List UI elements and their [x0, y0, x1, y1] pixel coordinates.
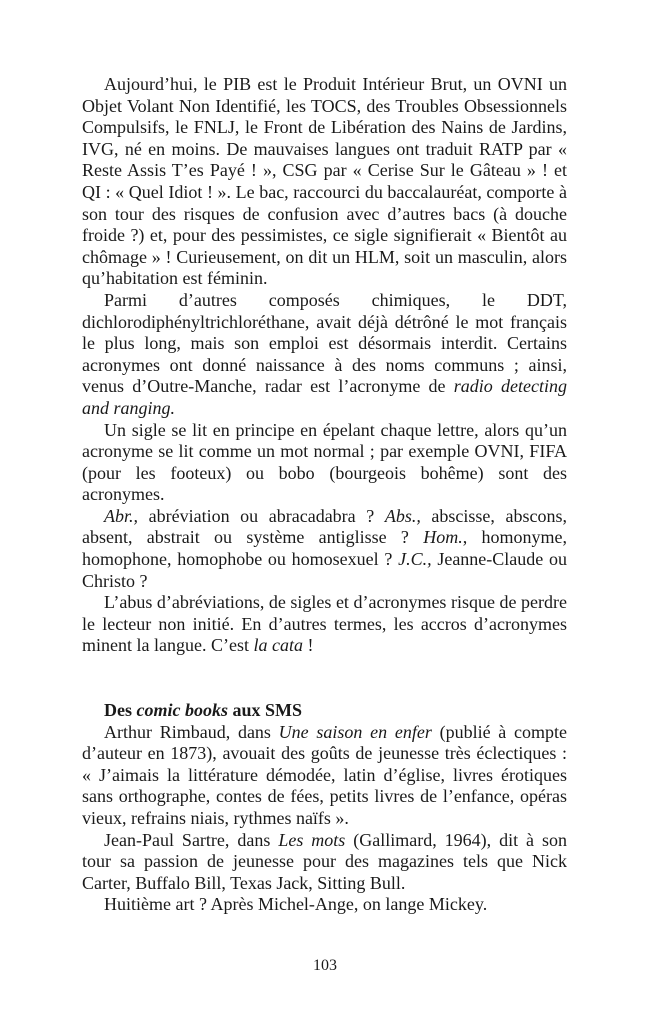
- paragraph-text: abscisse, abscons, absent, abstrait ou système antiglisse ?: [82, 505, 567, 548]
- paragraph-text: Jeanne-Claude ou Christo ?: [82, 549, 567, 591]
- paragraph-abuse: [82, 592, 567, 657]
- paragraph-acronym-examples: [82, 74, 567, 290]
- italic-phrase: radio detecting and ranging.: [82, 376, 567, 418]
- paragraph-rimbaud: [82, 722, 567, 830]
- heading-text: Des: [104, 700, 137, 721]
- paragraph-huitieme-art: [82, 894, 567, 916]
- section-heading: [82, 700, 567, 722]
- paragraph-text: , homonyme, homophone, homophobe ou homosexuel ?: [82, 527, 568, 570]
- paragraph-text: Huitième art ? Après Michel-Ange, on lange Mickey.: [104, 894, 488, 915]
- italic-abbr: Abr.,: [104, 505, 139, 526]
- italic-abbr: Hom.: [423, 527, 463, 548]
- heading-italic: comic books: [136, 700, 228, 721]
- italic-abbr: Abs.,: [384, 505, 421, 526]
- paragraph-abbreviations: [82, 506, 567, 592]
- italic-title: Une saison en enfer: [278, 721, 432, 742]
- paragraph-text: Parmi d’autres composés chimiques, le DDT, dichlorodiphényltrichloréthane, avait déjà détrôné le mot français le plus long, mais son emploi est désormais interdit. Certains acronymes ont donné naissance à des noms communs ; ainsi, venus d’Outre-Manche, radar est l’acronyme de: [82, 289, 567, 397]
- paragraph-text: abréviation ou abracadabra ?: [138, 505, 385, 526]
- italic-title: Les mots: [278, 829, 346, 850]
- paragraph-text: Un sigle se lit en principe en épelant chaque lettre, alors qu’un acronyme se lit comme un mot normal ; par exemple OVNI, FIFA (pour les footeux) ou bobo (bourgeois bohême) sont des acronymes.: [82, 419, 567, 505]
- italic-abbr: J.C.,: [398, 549, 432, 570]
- paragraph-chemical-compounds: [82, 290, 567, 420]
- page-number: 103: [313, 957, 337, 974]
- paragraph-text: Jean-Paul Sartre, dans: [104, 829, 279, 850]
- paragraph-text: !: [302, 635, 314, 656]
- italic-phrase: la cata: [253, 635, 303, 656]
- paragraph-text: Aujourd’hui, le PIB est le Produit Intérieur Brut, un OVNI un Objet Volant Non Identifié, les TOCS, des Troubles Obsessionnels Compulsifs, le FNLJ, le Front de Libération des Nains de Jardins, IVG, né en moins. De mauvaises langues ont traduit RATP par « Reste Assis T’es Payé ! », CSG par « Cerise Sur le Gâteau » ! et QI : « Quel Idiot ! ». Le bac, raccourci du baccalauréat, comporte à son tour des risques de confusion avec d’autres bacs (à douche froide ?) et, pour des pessimistes, ce sigle signifierait « Bientôt au chômage » ! Curieusement, on dit un HLM, soit un masculin, alors qu’habitation est féminin.: [82, 74, 567, 289]
- paragraph-sigle-vs-acronyme: [82, 420, 567, 506]
- heading-text: aux SMS: [228, 700, 303, 721]
- paragraph-text: (Gallimard, 1964), dit à son tour sa passion de jeunesse pour des magazines tels que Nick Carter, Buffalo Bill, Texas Jack, Sitting Bull.: [82, 829, 567, 893]
- paragraph-text: L’abus d’abréviations, de sigles et d’acronymes risque de perdre le lecteur non initié. En d’autres termes, les accros d’acronymes minent la langue. C’est: [82, 592, 567, 656]
- book-page: [82, 74, 567, 916]
- paragraph-text: (publié à compte d’auteur en 1873), avouait des goûts de jeunesse très éclectiques : « J’aimais la littérature démodée, latin d’église, livres érotiques sans orthographe, contes de fées, petits livres de l’enfance, opéras vieux, refrains niais, rythmes naïfs ».: [82, 721, 567, 828]
- paragraph-text: Arthur Rimbaud, dans: [104, 721, 279, 742]
- paragraph-sartre: [82, 830, 567, 895]
